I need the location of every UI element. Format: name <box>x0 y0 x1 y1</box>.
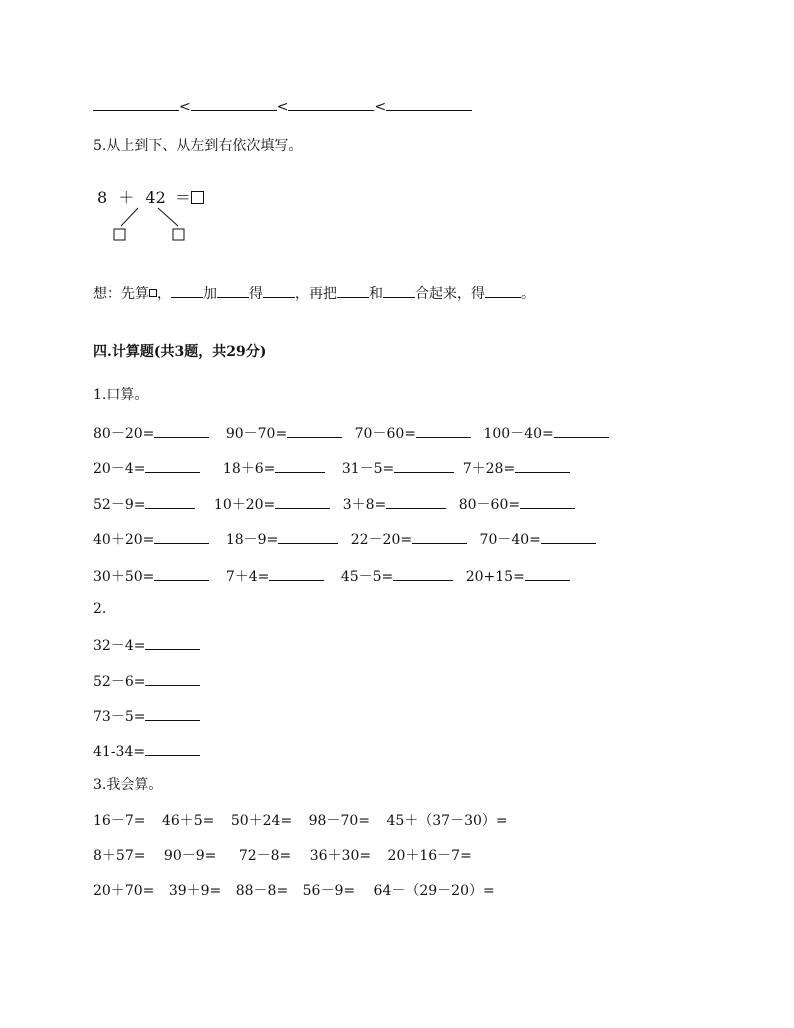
q1-row <box>93 494 575 514</box>
split-line-right <box>158 208 178 226</box>
expression: 20+15= <box>465 569 525 585</box>
expression: 39＋9= <box>168 883 222 899</box>
answer-blank[interactable] <box>145 741 200 756</box>
answer-blank[interactable] <box>154 423 209 438</box>
answer-blank[interactable] <box>412 529 467 544</box>
expression: 80－20= <box>93 426 155 442</box>
expression: 70－60= <box>354 426 416 442</box>
q5-prompt: 5.从上到下、从左到右依次填写。 <box>93 138 303 154</box>
ordering-line <box>93 96 472 116</box>
split-box-left[interactable] <box>114 229 125 240</box>
answer-blank[interactable] <box>278 529 338 544</box>
q3-prompt: 3.我会算。 <box>93 777 163 793</box>
expression: 16－7= <box>93 813 146 829</box>
q1-prompt: 1.口算。 <box>93 387 149 403</box>
split-equation <box>97 189 204 207</box>
expression: 10＋20= <box>213 497 276 513</box>
answer-blank[interactable] <box>288 96 374 111</box>
eq-equals-sign: ＝ <box>174 188 191 207</box>
answer-blank[interactable] <box>145 458 200 473</box>
expression: 46＋5= <box>161 813 215 829</box>
q1-row <box>93 423 609 443</box>
think-combine: 合起来，得 <box>415 286 485 302</box>
answer-blank[interactable] <box>337 283 369 298</box>
answer-blank[interactable] <box>217 283 249 298</box>
eq-right-number: 42 <box>145 188 166 207</box>
expression: 8＋57= <box>93 848 146 864</box>
expression: 18－9= <box>225 532 279 548</box>
expression: 52－9= <box>93 497 146 513</box>
answer-blank[interactable] <box>145 706 200 721</box>
expression: 20＋16－7= <box>387 848 472 864</box>
answer-blank[interactable] <box>394 458 454 473</box>
less-than-sign: < <box>179 99 191 115</box>
answer-blank[interactable] <box>145 671 200 686</box>
expression: 90－70= <box>225 426 288 442</box>
eq-left-number: 8 <box>97 188 108 207</box>
q1-row <box>93 458 570 478</box>
eq-plus-sign: ＋ <box>118 188 135 207</box>
answer-blank[interactable] <box>145 494 195 509</box>
q3-row <box>93 882 495 900</box>
expression: 41-34= <box>93 744 146 760</box>
q3-row <box>93 847 472 865</box>
answer-blank[interactable] <box>541 529 596 544</box>
answer-blank[interactable] <box>287 423 342 438</box>
answer-blank[interactable] <box>275 458 325 473</box>
answer-blank[interactable] <box>263 283 295 298</box>
think-add: 加 <box>203 286 217 302</box>
answer-blank[interactable] <box>386 494 446 509</box>
answer-blank[interactable] <box>393 566 453 581</box>
expression: 20－4= <box>93 461 146 477</box>
expression: 90－9= <box>163 848 217 864</box>
think-end: 。 <box>521 286 535 302</box>
section-title: 四.计算题(共3题，共29分) <box>93 344 267 360</box>
expression: 3＋8= <box>342 497 387 513</box>
expression: 30＋50= <box>93 569 155 585</box>
split-line-left <box>121 208 138 226</box>
answer-blank[interactable] <box>485 283 521 298</box>
think-and: 和 <box>369 286 383 302</box>
answer-blank[interactable] <box>191 96 277 111</box>
expression: 70－40= <box>479 532 541 548</box>
expression: 45＋（37－30）= <box>386 813 508 829</box>
expression: 88－8= <box>235 883 289 899</box>
answer-blank[interactable] <box>525 566 570 581</box>
answer-blank[interactable] <box>520 494 575 509</box>
expression: 40＋20= <box>93 532 155 548</box>
less-than-sign: < <box>374 99 387 115</box>
answer-blank[interactable] <box>275 494 330 509</box>
answer-blank[interactable] <box>386 96 472 111</box>
expression: 98－70= <box>308 813 370 829</box>
expression: 18＋6= <box>222 461 276 477</box>
expression: 52－6= <box>93 674 146 690</box>
think-comma: ， <box>157 286 171 302</box>
answer-blank[interactable] <box>515 458 570 473</box>
think-then: ，再把 <box>295 286 337 302</box>
q1-row <box>93 566 570 586</box>
small-box <box>149 289 157 297</box>
split-box-right[interactable] <box>173 229 184 240</box>
answer-blank[interactable] <box>383 283 415 298</box>
answer-blank[interactable] <box>171 283 203 298</box>
q2-item <box>93 706 200 726</box>
q5-think-line <box>93 283 535 303</box>
answer-blank[interactable] <box>154 566 209 581</box>
think-prefix: 想：先算 <box>93 286 149 302</box>
expression: 56－9= <box>302 883 356 899</box>
q2-prompt: 2. <box>93 601 107 617</box>
less-than-sign: < <box>276 99 289 115</box>
answer-blank[interactable] <box>154 529 209 544</box>
result-box[interactable] <box>191 191 204 204</box>
q2-item <box>93 671 200 691</box>
answer-blank[interactable] <box>416 423 471 438</box>
expression: 22－20= <box>350 532 413 548</box>
answer-blank[interactable] <box>145 635 200 650</box>
expression: 80－60= <box>458 497 521 513</box>
expression: 100－40= <box>483 426 554 442</box>
expression: 7＋4= <box>225 569 270 585</box>
expression: 20＋70= <box>93 883 155 899</box>
expression: 32－4= <box>93 638 146 654</box>
expression: 73－5= <box>93 709 146 725</box>
q2-item <box>93 741 200 761</box>
think-get: 得 <box>249 286 263 302</box>
expression: 50＋24= <box>230 813 293 829</box>
expression: 45－5= <box>340 569 394 585</box>
expression: 64－（29－20）= <box>373 883 495 899</box>
expression: 36＋30= <box>309 848 372 864</box>
answer-blank[interactable] <box>554 423 609 438</box>
q1-row <box>93 529 596 549</box>
q3-row <box>93 812 508 830</box>
expression: 31－5= <box>341 461 395 477</box>
split-diagram <box>108 206 198 246</box>
q2-item <box>93 635 200 655</box>
expression: 7＋28= <box>462 461 516 477</box>
expression: 72－8= <box>238 848 292 864</box>
answer-blank[interactable] <box>269 566 324 581</box>
answer-blank[interactable] <box>93 96 179 111</box>
